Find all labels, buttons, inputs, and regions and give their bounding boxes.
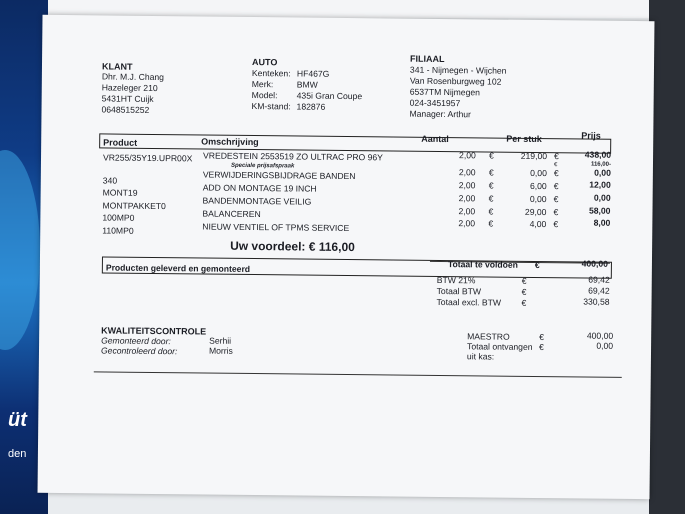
col-header-aantal: Aantal: [421, 133, 449, 145]
totaal-btw-currency: €: [521, 286, 527, 297]
gecontroleerd-value: Morris: [208, 345, 233, 356]
gemonteerd-label: Gemonteerd door:: [101, 335, 171, 347]
row-per-stuk: 4,00: [529, 218, 547, 230]
col-header-omschrijving: Omschrijving: [201, 136, 259, 148]
row-currency: €: [488, 167, 494, 178]
filiaal-name: 341 - Nijmegen - Wijchen: [409, 64, 507, 76]
row-prijs: 58,00: [588, 205, 611, 216]
totaal-currency: €: [534, 259, 540, 271]
maestro-value: 400,00: [586, 330, 614, 341]
row-currency: €: [554, 151, 559, 162]
auto-model-value: 435i Gran Coupe: [296, 90, 363, 102]
row-prijs: 0,00: [594, 167, 611, 178]
col-header-prijs: Prijs: [581, 130, 601, 141]
flyer-swoosh: [0, 150, 40, 350]
auto-km-label: KM-stand:: [251, 101, 291, 112]
row-currency: €: [488, 180, 494, 191]
row-product: VR255/35Y19.UPR00X: [102, 152, 193, 164]
totaal-ontvangen-currency: €: [539, 342, 544, 353]
row-prijs: 12,00: [589, 179, 611, 190]
row-currency: €: [553, 168, 559, 179]
klant-city: 5431HT Cuijk: [101, 93, 154, 104]
row-product: MONTPAKKET0: [102, 200, 166, 212]
row-aantal: 2,00: [458, 167, 476, 178]
row-currency: €: [488, 206, 494, 217]
gecontroleerd-label: Gecontroleerd door:: [100, 345, 178, 357]
totaal-excl-btw-currency: €: [521, 297, 527, 308]
row-omschrijving: VERWIJDERINGSBIJDRAGE BANDEN: [202, 169, 356, 182]
row-product: 340: [102, 175, 118, 186]
filiaal-heading: FILIAAL: [410, 53, 445, 65]
row-sub-note: Speciale prijsafspraak: [230, 162, 295, 170]
totaal-te-voldoen-label: Totaal te voldoen: [447, 259, 519, 270]
row-aantal: 2,00: [458, 206, 476, 217]
auto-heading: AUTO: [251, 57, 278, 68]
row-product: MONT19: [102, 187, 138, 198]
row-aantal: 2,00: [458, 193, 476, 204]
filiaal-phone: 024-3451957: [409, 97, 461, 109]
row-per-stuk: 0,00: [530, 167, 547, 179]
klant-name: Dhr. M.J. Chang: [101, 71, 165, 83]
auto-kenteken-label: Kenteken:: [251, 68, 291, 79]
totaal-btw-value: 69,42: [588, 285, 610, 296]
invoice-paper: [38, 15, 655, 499]
row-currency: €: [553, 181, 559, 192]
row-prijs-discount: 116,00-: [590, 161, 612, 168]
auto-merk-label: Merk:: [251, 79, 274, 90]
row-currency: €: [553, 207, 559, 218]
filiaal-street: Van Rosenburgweg 102: [409, 75, 502, 87]
row-omschrijving: BALANCEREN: [202, 208, 261, 220]
row-aantal: 2,00: [458, 218, 476, 229]
auto-km-value: 182876: [296, 101, 326, 112]
flyer-brand-text: üt: [8, 409, 27, 431]
totaal-ontvangen-value: 0,00: [596, 340, 614, 351]
row-omschrijving: BANDENMONTAGE VEILIG: [202, 195, 312, 207]
row-currency: €: [553, 219, 559, 230]
maestro-currency: €: [539, 332, 545, 343]
row-product: 110MP0: [102, 225, 134, 236]
auto-model-label: Model:: [251, 90, 278, 101]
geleverd-label: Producten geleverd en gemonteerd: [105, 262, 251, 274]
row-currency: €: [488, 218, 494, 229]
col-header-product: Product: [103, 137, 138, 148]
auto-kenteken-value: HF467G: [296, 68, 330, 79]
totaal-excl-btw-label: Totaal excl. BTW: [436, 296, 502, 308]
flyer-brand-subtext: den: [8, 448, 27, 460]
totaal-ontvangen-label: Totaal ontvangen: [467, 341, 533, 352]
row-omschrijving: ADD ON MONTAGE 19 INCH: [202, 182, 317, 194]
row-per-stuk: 6,00: [529, 180, 547, 192]
filiaal-city: 6537TM Nijmegen: [409, 86, 481, 98]
totaal-te-voldoen-value: 400,00: [581, 258, 608, 269]
row-prijs: 0,00: [593, 192, 611, 203]
filiaal-manager-value: Arthur: [447, 109, 471, 120]
gemonteerd-value: Serhii: [209, 335, 232, 346]
row-currency: €: [488, 193, 494, 204]
uit-kas-label: uit kas:: [466, 351, 495, 362]
totaal-btw-label: Totaal BTW: [436, 285, 482, 297]
btw-label: BTW 21%: [436, 274, 476, 286]
btw-value: 69,42: [588, 274, 610, 285]
klant-phone: 0648515252: [101, 104, 150, 115]
row-currency: €: [489, 150, 494, 161]
klant-street: Hazeleger 210: [101, 82, 158, 94]
btw-currency: €: [521, 275, 527, 286]
auto-merk-value: BMW: [296, 79, 318, 90]
filiaal-manager-label: Manager:: [409, 108, 446, 120]
row-per-stuk: 219,00: [520, 150, 548, 162]
klant-heading: KLANT: [101, 61, 133, 72]
footer-divider: [94, 371, 622, 378]
row-aantal: 2,00: [459, 150, 476, 161]
row-omschrijving: VREDESTEIN 2553519 ZO ULTRAC PRO 96Y: [203, 150, 384, 163]
row-currency: €: [553, 194, 559, 205]
row-prijs: 8,00: [593, 217, 611, 228]
row-prijs: 438,00: [584, 149, 612, 160]
col-header-per-stuk: Per stuk: [506, 133, 542, 145]
row-omschrijving: NIEUW VENTIEL OF TPMS SERVICE: [202, 221, 350, 234]
maestro-label: MAESTRO: [467, 331, 510, 342]
voordeel-text: Uw voordeel: € 116,00: [230, 238, 355, 255]
row-per-stuk: 29,00: [524, 206, 547, 218]
row-aantal: 2,00: [458, 180, 476, 191]
row-product: 100MP0: [102, 212, 135, 223]
row-per-stuk: 0,00: [529, 193, 547, 205]
background-right-dark: [649, 0, 685, 514]
totaal-excl-btw-value: 330,58: [583, 296, 610, 307]
kwaliteit-heading: KWALITEITSCONTROLE: [101, 325, 207, 337]
row-currency-sub: €: [553, 162, 558, 169]
